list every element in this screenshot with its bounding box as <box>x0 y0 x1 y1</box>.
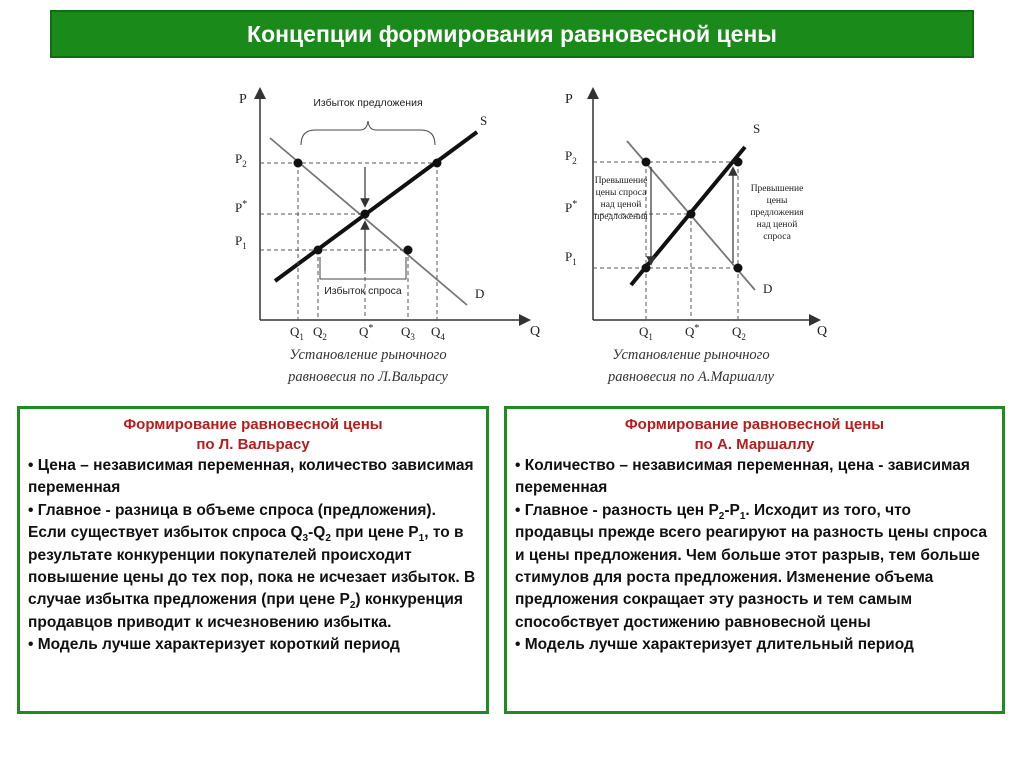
page-title: Концепции формирования равновесной цены <box>247 20 777 47</box>
axis-q-label: Q <box>817 324 828 339</box>
surplus-demand-label: Избыток спроса <box>324 285 402 297</box>
walras-graph <box>225 85 545 395</box>
label-q4: $Q_4$ <box>431 324 445 342</box>
svg-text:Превышение: Превышение <box>750 184 804 194</box>
label-q1: $Q_1$ <box>639 324 653 342</box>
point-q2-p1 <box>734 264 743 273</box>
label-qstar: Q* <box>359 323 374 339</box>
marshall-heading: Формирование равновесной цены по А. Маршаллу <box>624 416 885 453</box>
marshall-bullet-3: • Модель лучше характеризует длительный период <box>515 636 914 654</box>
point-q1-p2 <box>642 158 651 167</box>
marshall-caption-line1: Установление рыночного <box>612 347 770 363</box>
walras-bullet-1: • Цена – независимая переменная, количество зависимая переменная <box>28 457 474 497</box>
walras-bullet-2: • Главное - разница в объеме спроса (предложения). Если существует избыток спроса $Q_3-Q_2$ при цене $P_1$, то в результате конкуренции покупателей происходит повышение цены до тех пор, пока не исчезает избыток. В случае избытка предложения (при цене $P_2$) конкуренция продавцов приводит к исчезновению избытка. <box>28 501 476 631</box>
supply-label: S <box>480 113 488 128</box>
svg-text:над ценой: над ценой <box>756 220 798 230</box>
label-p1: $P_1$ <box>235 233 247 251</box>
marshall-caption-line2: равновесия по А.Маршаллу <box>608 369 774 385</box>
label-pstar: P* <box>565 199 578 215</box>
axis-q-label: Q <box>530 324 541 339</box>
label-q3: $Q_3$ <box>401 324 415 342</box>
svg-text:цены: цены <box>766 196 788 206</box>
point-equilibrium <box>687 210 696 219</box>
axis-p-label: P <box>239 92 247 107</box>
point-q2-p2 <box>734 158 743 167</box>
svg-text:над ценой: над ценой <box>600 200 642 210</box>
label-q2: $Q_2$ <box>732 324 746 342</box>
left-note <box>594 176 648 222</box>
point-q1-p1 <box>642 264 651 273</box>
supply-surplus-brace <box>301 121 435 145</box>
marshall-bullet-2: • Главное - разность цен $P_2-P_1$. Исходит из того, что продавцы прежде всего реагируют на разность цены спроса и цены предложения. Чем больше этот разрыв, тем больше стимулов для роста предложения. Изменение объема предложения сокращает эту разность и тем самым способствует достижению равновесной цены <box>515 501 988 631</box>
label-p2: $P_2$ <box>235 151 247 169</box>
walras-box <box>17 406 489 714</box>
label-p1: $P_1$ <box>565 249 577 267</box>
supply-label: S <box>753 121 761 136</box>
svg-text:спроса: спроса <box>763 232 791 242</box>
walras-caption-line1: Установление рыночного <box>289 347 447 363</box>
point-q1-p2 <box>294 159 303 168</box>
right-note <box>750 184 804 242</box>
demand-surplus-bracket <box>320 257 406 279</box>
label-p2: $P_2$ <box>565 148 577 166</box>
svg-text:Превышение: Превышение <box>594 176 648 186</box>
walras-caption-line2: равновесия по Л.Вальрасу <box>288 369 448 385</box>
supply-curve <box>275 132 477 281</box>
surplus-supply-label: Избыток предложения <box>313 97 423 109</box>
marshall-graph <box>555 85 855 395</box>
svg-text:предложения: предложения <box>750 208 804 218</box>
title-bar <box>50 10 974 58</box>
marshall-bullet-1: • Количество – независимая переменная, цена - зависимая переменная <box>515 457 970 497</box>
point-q4-p2 <box>433 159 442 168</box>
label-q1: $Q_1$ <box>290 324 304 342</box>
svg-text:предложения: предложения <box>594 212 648 222</box>
point-equilibrium <box>361 210 370 219</box>
point-q2-p1 <box>314 246 323 255</box>
label-q2: $Q_2$ <box>313 324 327 342</box>
label-qstar: Q* <box>685 323 700 339</box>
walras-heading: Формирование равновесной цены по Л. Вальрасу <box>123 416 383 453</box>
walras-bullet-3: • Модель лучше характеризует короткий период <box>28 636 400 654</box>
point-q3-p1 <box>404 246 413 255</box>
label-pstar: P* <box>235 199 248 215</box>
svg-text:цены спроса: цены спроса <box>595 188 647 198</box>
marshall-box <box>504 406 1005 714</box>
demand-label: D <box>475 286 485 301</box>
axis-p-label: P <box>565 92 573 107</box>
demand-label: D <box>763 281 773 296</box>
